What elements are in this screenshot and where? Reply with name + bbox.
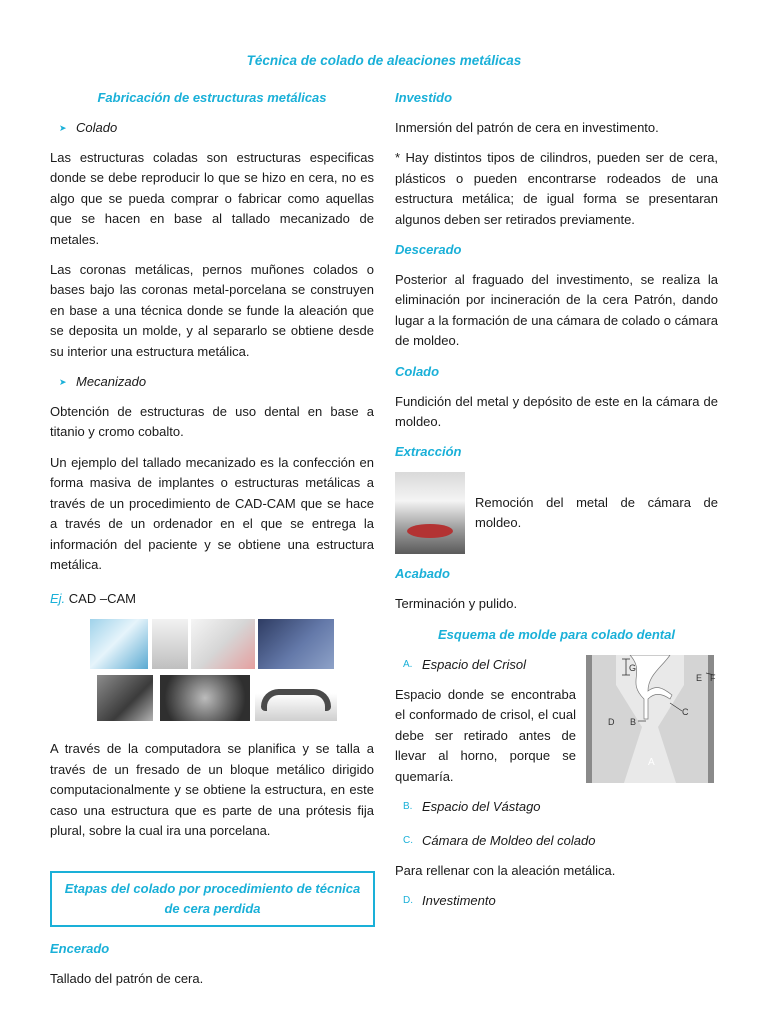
item-label: Cámara de Moldeo del colado [422,832,596,848]
diagram-label-e: E [696,672,703,683]
right-column [395,88,718,921]
item-b [395,797,718,817]
item-letter: C. [403,834,413,846]
milled-disc-image [160,675,250,721]
diagram-label-f: F [710,672,716,683]
item-label: Espacio del Crisol [422,656,527,672]
heading-extraccion: Extracción [395,444,462,460]
item-letter: A. [403,658,413,670]
heading-investido: Investido [395,90,453,105]
diagram-label-a: A [648,756,655,768]
cad-cam-image-grid [50,619,374,729]
milling-render-image [258,619,334,669]
arrow-bullet-icon: ➤ [59,123,67,133]
heading-esquema: Esquema de molde para colado dental [438,626,675,642]
paragraph-crisol: Espacio donde se encontraba el conformado de crisol, el cual debe ser retirado antes de llevar al horno, porque se quemaría. [395,686,576,784]
digital-arch-image [191,619,255,669]
bullet-colado [50,118,374,138]
item-letter: D. [403,895,413,907]
paragraph-acabado: Terminación y pulido. [395,596,518,612]
heading-acabado: Acabado [395,566,450,582]
example-text: CAD –CAM [65,591,136,607]
paragraph-camara: Para rellenar con la aleación metálica. [395,862,616,878]
item-c [395,831,718,851]
extraccion-row [395,472,718,554]
arrow-bullet-icon: ➤ [59,377,67,388]
diagram-label-c: C [682,706,689,717]
paragraph-descerado: Posterior al fraguado del investimento, se realiza la eliminación por incineración de la cera Patrón, dando lugar a la formación de una cámara de colado o cámara de moldeo. [395,272,718,349]
heading-descerado: Descerado [395,242,462,258]
bullet-label: Mecanizado [76,374,147,390]
bullet-label: Colado [76,120,118,135]
paragraph-encerado: Tallado del patrón de cera. [50,971,204,987]
extraccion-image [395,472,465,554]
item-label: Espacio del Vástago [422,798,541,814]
left-column [50,88,374,1000]
metal-framework-image [255,675,337,721]
diagram-label-d: D [608,716,615,727]
bullet-mecanizado [50,372,374,392]
paragraph-extraccion: Remoción del metal de cámara de moldeo. [475,495,718,531]
paragraph-computadora: A través de la computadora se planifica y se talla a través de un fresado de un bloque metálico dirigido computacionalmente y se obtiene la estructura, en este caso una estructura que es parte de una prótesis fija plural, sobre la cual ira una porcelana. [50,741,374,838]
mold-diagram [586,655,718,785]
example-label: Ej. [50,591,66,607]
item-d [395,891,718,911]
paragraph-mecanizado-1: Obtención de estructuras de uso dental en base a titanio y cromo cobalto. [50,404,374,440]
diagram-label-g: G [629,662,637,673]
item-label: Investimento [422,893,496,909]
paragraph-investido-1: Inmersión del patrón de cera en investimento. [395,120,659,135]
heading-encerado: Encerado [50,941,110,957]
paragraph-investido-2: * Hay distintos tipos de cilindros, pueden ser de cera, plásticos o pueden encontrarse rodeados de una estructura metálica; de igual forma se presentaran algunos deben ser retirados previamente. [395,150,718,227]
diagram-label-b: B [630,716,637,727]
cad-design-image [90,619,148,669]
page-title: Técnica de colado de aleaciones metálicas [246,53,522,68]
item-letter: B. [403,800,413,812]
example-line [50,589,374,609]
etapas-box-title: Etapas del colado por procedimiento de técnica de cera perdida [50,871,375,927]
scanner-image [152,619,188,669]
paragraph-colado-1: Las estructuras coladas son estructuras especificas donde se debe reproducir lo que se hizo en cera, no es algo que se pueda comprar o fabricar como aquellas que se hacen en base al tallado mecanizado de metales. [50,150,374,247]
section-title-fabricacion: Fabricación de estructuras metálicas [97,90,327,105]
heading-colado: Colado [395,363,440,379]
paragraph-colado-2: Las coronas metálicas, pernos muñones colados o bases bajo las coronas metal-porcelana se construyen en base a una técnica donde se funde la aleación que se deposita un molde, y al separarlo se obtiene desde su interior una estructura metálica. [50,262,374,359]
milling-machine-image [97,675,153,721]
mold-diagram-svg [586,655,718,785]
paragraph-colado: Fundición del metal y depósito de este en la cámara de moldeo. [395,393,718,430]
paragraph-mecanizado-2: Un ejemplo del tallado mecanizado es la confección en forma masiva de implantes o estructuras metálicas a través de un procedimiento de CAD-CAM que se hace a través de un ordenador en el que se entrega la información del paciente y se obtiene una estructura metálica. [50,454,374,572]
